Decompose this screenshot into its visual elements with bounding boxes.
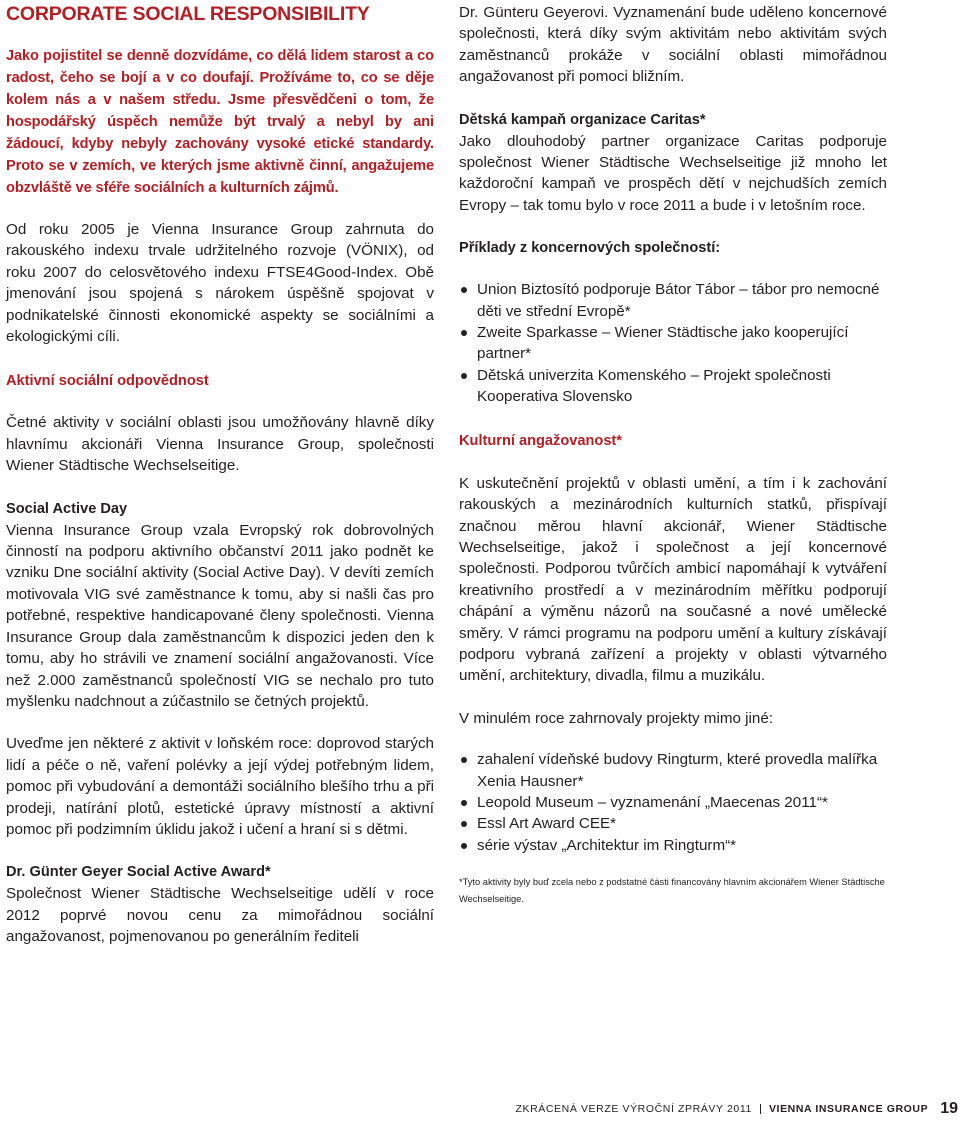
examples-list [459,279,887,407]
brand-name: VIENNA INSURANCE GROUP [768,1103,929,1115]
list-item: zahalení vídeňské budovy Ringturm, které provedla malířka Xenia Hausner* [459,749,887,792]
bullet-icon [461,821,467,827]
heading-caritas: Dětská kampaň organizace Caritas* [459,111,706,128]
page-title: CORPORATE SOCIAL RESPONSIBILITY [6,3,370,25]
list-item: Leopold Museum – vyznamenání „Maecenas 2011“* [459,792,887,813]
list-item: Zweite Sparkasse – Wiener Städtische jako kooperující partner* [459,322,887,365]
heading-award: Dr. Günter Geyer Social Active Award* [6,864,271,881]
heading-cultural-engagement: Kulturní angažovanost* [459,432,622,449]
right-column [459,0,887,908]
projects-list [459,749,887,856]
footer-divider [760,1104,761,1114]
award-continuation-paragraph: Dr. Günteru Geyerovi. Vyznamenání bude uděleno koncernové společnosti, která díky svým aktivitám nebo aktivitám svých zaměstnanců prokáže v sociální oblasti mimořádnou angažovanost při pomoci bližním. [459,4,887,86]
list-item: série výstav „Architektur im Ringturm“* [459,835,887,856]
bullet-icon [461,800,467,806]
bullet-icon [461,330,467,336]
left-column [6,0,434,948]
list-item: Essl Art Award CEE* [459,813,887,834]
activities-list-paragraph: Uveďme jen některé z aktivit v loňském roce: doprovod starých lidí a péče o ně, vaření polévky a její výdej potřebným lidem, pomoc při vybudování a demontáži sociálního blešího trhu a při prodeji, natírání plotů, estetické úpravy místností a aktivní pomoc při podzimním úklidu jakož i učení a hraní si s dětmi. [6,735,434,838]
projects-intro-paragraph: V minulém roce zahrnovaly projekty mimo jiné: [459,709,773,727]
page-footer [515,1100,960,1118]
bullet-icon [461,287,467,293]
award-paragraph: Společnost Wiener Städtische Wechselseitige udělí v roce 2012 poprvé novou cenu za mimořádnou sociální angažovanost, pojmenovanou po generálním řediteli [6,885,434,946]
heading-active-responsibility: Aktivní sociální odpovědnost [6,373,209,390]
list-item: Union Biztosító podporuje Bátor Tábor – tábor pro nemocné děti ve střední Evropě* [459,279,887,322]
bullet-icon [461,373,467,379]
social-active-day-paragraph: Vienna Insurance Group vzala Evropský rok dobrovolných činností na podporu aktivního občanství 2011 jako podnět ke vzniku Dne sociální aktivity (Social Active Day). V devíti zemích motivovala VIG své zaměstnance k tomu, aby si našli čas pro potřebné, respektive handicapované členy společnosti. Vienna Insurance Group dala zaměstnancům k dispozici jeden den k tomu, aby ho strávili ve znamení sociální angažovanosti. Více než 2.000 zaměstnanců společností VIG se nechalo pro tuto myšlenku nadchnout a zúčastnilo se četných projektů. [6,521,434,710]
culture-paragraph: K uskutečnění projektů v oblasti umění, a tím i k zachování rakouských a mezinárodních kulturních statků, přispívají značnou měrou hlavní akcionář, Wiener Städtische Wechselseitige, jakož i společnost a její koncernové společnosti. Podporou tvůrčích ambicí napomáhají k vytváření kreativního prostředí a v mezinárodním měřítku podporují chápání a výměnu názorů na současné a nové umělecké směry. V rámci programu na podporu umění a kultury získávají podporu vybraná zařízení a projekty v oblasti výtvarného umění, architektury, divadla, filmu a muzikálu. [459,474,887,685]
heading-examples: Příklady z koncernových společností: [459,240,721,257]
report-name: ZKRÁCENÁ VERZE VÝROČNÍ ZPRÁVY 2011 [515,1103,752,1115]
bullet-icon [461,843,467,849]
bullet-icon [461,757,467,763]
footnote: *Tyto aktivity byly buď zcela nebo z podstatné části financovány hlavním akcionářem Wiener Städtische Wechselseitige. [459,877,885,905]
intro-paragraph: Jako pojistitel se denně dozvídáme, co dělá lidem starost a co radost, čeho se bojí a v co doufají. Prožíváme to, co se děje kolem nás a v našem středu. Jsme přesvědčeni o tom, že hospodářský úspěch nemůže být trvalý a nebyl by ani žádoucí, kdyby nebyly zachovány vysoké etické standardy. Proto se v zemích, ve kterých jsme aktivně činní, angažujeme obzvláště ve sféře sociálních a kulturních zájmů. [6,48,434,196]
heading-social-active-day: Social Active Day [6,500,128,517]
list-item: Dětská univerzita Komenského – Projekt společnosti Kooperativa Slovensko [459,365,887,408]
vonix-paragraph: Od roku 2005 je Vienna Insurance Group zahrnuta do rakouského indexu trvale udržitelného rozvoje (VÖNIX), od roku 2007 do celosvětového indexu FTSE4Good-Index. Obě jmenování jsou spojená s nárokem úspěšně spojovat v podnikatelské činnosti ekonomické aspekty se sociálními a ekologickými cíli. [6,221,434,346]
page-number: 19 [940,1100,958,1117]
activities-paragraph: Četné aktivity v sociální oblasti jsou umožňovány hlavně díky hlavnímu akcionáři Vienna Insurance Group, společnosti Wiener Städtische Wechselseitige. [6,414,434,475]
caritas-paragraph: Jako dlouhodobý partner organizace Caritas podporuje společnost Wiener Städtische Wechselseitige již mnoho let každoroční kampaň ve prospěch dětí v nejchudších zemích Evropy – tak tomu bylo v roce 2011 a bude i v letošním roce. [459,132,887,214]
